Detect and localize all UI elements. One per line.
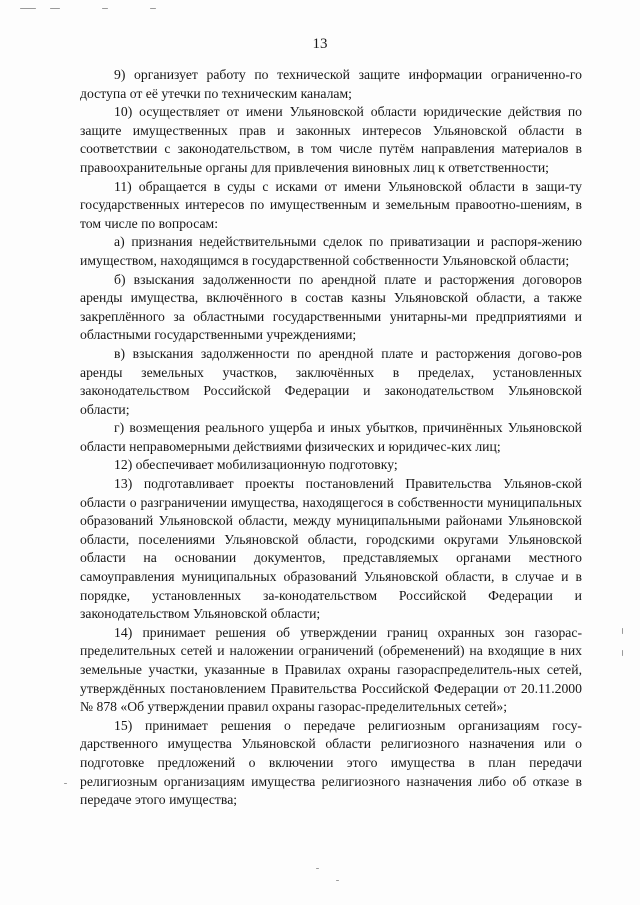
page-number: 13	[312, 36, 328, 52]
clause-11-a: а) признания недействительными сделок по приватизации и распоря-жению имуществом, находящимся в государственной собственности Ульяновской области;	[80, 234, 582, 268]
scan-speck	[150, 8, 156, 9]
clause-11-b: б) взыскания задолженности по арендной плате и расторжения договоров аренды имущества, включённого в состав казны Ульяновской области, а также закреплённого за областными государственными унитарны-ми предприятиями и областными государственными учреждениями;	[80, 271, 582, 343]
clause-11-v: в) взыскания задолженности по арендной плате и расторжения догово-ров аренды земельных участков, заключённых в пределах, установленных законодательством Российской Федерации и законодательством Ульяновской области;	[80, 345, 582, 417]
clause-11-g: г) возмещения реального ущерба и иных убытков, причинённых Ульяновской области неправомерными действиями физических и юридичес-ких лиц;	[80, 420, 582, 454]
clause-9: 9) организует работу по технической защите информации ограниченно-го доступа от её утечки по техническим каналам;	[80, 67, 582, 101]
scan-speck	[102, 8, 108, 9]
clause-15: 15) принимает решения о передаче религиозным организациям госу-дарственного имущества Ульяновской области религиозного назначения или о подготовке предложений о включении этого имущества в план передачи религиозным организациям имущества религиозного назначения либо об отказе в передаче этого имущества;	[80, 717, 582, 808]
clause-11: 11) обращается в суды с исками от имени Ульяновской области в защи-ту государственных интересов по имущественным и земельным правоотно-шениям, в том числе по вопросам:	[80, 178, 582, 231]
document-body	[80, 66, 582, 810]
scan-speck	[20, 8, 36, 9]
scan-speck	[622, 628, 623, 634]
clause-10: 10) осуществляет от имени Ульяновской области юридические действия по защите имущественных прав и законных интересов Ульяновской области в соответствии с законодательством, в том числе путём направления материалов в правоохранительные органы для привлечения виновных лиц к ответственности;	[80, 104, 582, 175]
scan-speck	[50, 8, 60, 9]
scan-speck	[64, 783, 67, 784]
scan-speck	[622, 650, 623, 656]
clause-12: 12) обеспечивает мобилизационную подготовку;	[114, 457, 398, 473]
clause-14: 14) принимает решения об утверждении границ охранных зон газорас-пределительных сетей и наложении ограничений (обременений) на входящие в них земельные участки, указанные в Правилах охраны газораспределитель-ных сетей, утверждённых постановлением Правительства Российской Федерации от 20.11.2000 № 878 «Об утверждении правил охраны газорас-пределительных сетей»;	[80, 624, 582, 715]
clause-13: 13) подготавливает проекты постановлений Правительства Ульянов-ской области о разграничении имущества, находящегося в собственности муниципальных образований Ульяновской области, между муниципальными районами Ульяновской области, поселениями Ульяновской области, городскими округами Ульяновской области на основании документов, представляемых органами местного самоуправления муниципальных образований Ульяновской области, в случае и в порядке, установленных за-конодательством Российской Федерации и законодательством Ульяновской области;	[80, 476, 582, 622]
scan-speck	[316, 868, 319, 869]
scan-speck	[336, 880, 339, 881]
